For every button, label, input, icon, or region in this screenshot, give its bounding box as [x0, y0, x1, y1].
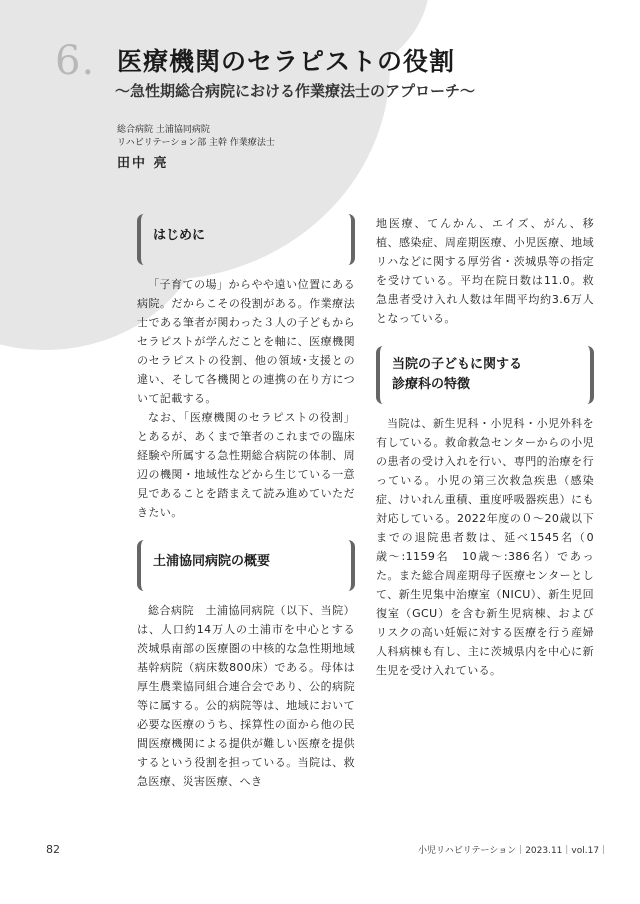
- author-position: リハビリテーション部 主幹 作業療法士: [117, 138, 275, 148]
- section-heading-overview: 土浦協同病院の概要: [137, 540, 355, 591]
- chapter-number: 6.: [55, 38, 96, 84]
- left-column: [137, 214, 355, 791]
- page-number: 82: [46, 843, 60, 856]
- section-heading-pediatric: [376, 346, 594, 404]
- section-heading-pediatric-line1: 当院の子どもに関する: [392, 357, 523, 372]
- section-heading-intro: はじめに: [137, 214, 355, 265]
- author-affiliation: 総合病院 土浦協同病院: [117, 125, 210, 135]
- running-footer: 小児リハビリテーション｜2023.11｜vol.17｜: [418, 846, 609, 856]
- section-heading-pediatric-line2: 診療科の特徴: [392, 377, 471, 392]
- pediatric-paragraph-1: 当院は、新生児科・小児科・小児外科を有している。救命救急センターからの小児の患者の受け入れを行い、専門的治療を行っている。小児の第三次救急疾患（感染症、けいれん重積、重度呼吸器疾患）にも対応している。2022年度の０～20歳以下までの退院患者数は、延べ1545名（0歳〜:1159名 10歳〜:386名）であった。また総合周産期母子医療センターとして、新生児集中治療室（NICU）、新生児回復室（GCU）を含む新生児病棟、およびリスクの高い妊娠に対する医療を行う産婦人科病棟も有し、主に茨城県内を中心に新生児を受け入れている。: [376, 417, 594, 677]
- author-block: [117, 124, 275, 171]
- overview-paragraph-1: 総合病院 土浦協同病院（以下、当院）は、人口約14万人の土浦市を中心とする茨城県南部の医療圏の中核的な急性期地域基幹病院（病床数800床）である。母体は厚生農業協同組合連合会であり、公的病院等に属する。公的病院等は、地域において必要な医療のうち、採算性の面から他の民間医療機関による提供が難しい医療を提供するという役割を担っている。当院は、救急医療、災害医療、へき: [137, 604, 355, 788]
- author-name: 田中 亮: [117, 156, 169, 171]
- intro-paragraph-1: 「子育ての場」からやや遠い位置にある病院。だからこその役割がある。作業療法士である筆者が関わった３人の子どもからセラピストが学んだことを軸に、医療機関のセラピストの役割、他の領域･支援との違い、そして各機関との連携の在り方について記載する。: [137, 278, 355, 405]
- article-title: 医療機関のセラピストの役割: [117, 47, 456, 76]
- article-subtitle: 〜急性期総合病院における作業療法士のアプローチ〜: [115, 82, 476, 100]
- overview-paragraph-continued: 地医療、てんかん、エイズ、がん、移植、感染症、周産期医療、小児医療、地域リハなどに関する厚労省・茨城県等の指定を受けている。平均在院日数は11.0。救急患者受け入れ人数は年間平均約3.6万人となっている。: [376, 217, 594, 325]
- intro-paragraph-2: なお、「医療機関のセラピストの役割」とあるが、あくまで筆者のこれまでの臨床経験や所属する急性期総合病院の体制、周辺の機関・地域性などから生じている一意見であることを踏まえて読み進めていただきたい。: [137, 411, 355, 519]
- right-column: [376, 214, 594, 680]
